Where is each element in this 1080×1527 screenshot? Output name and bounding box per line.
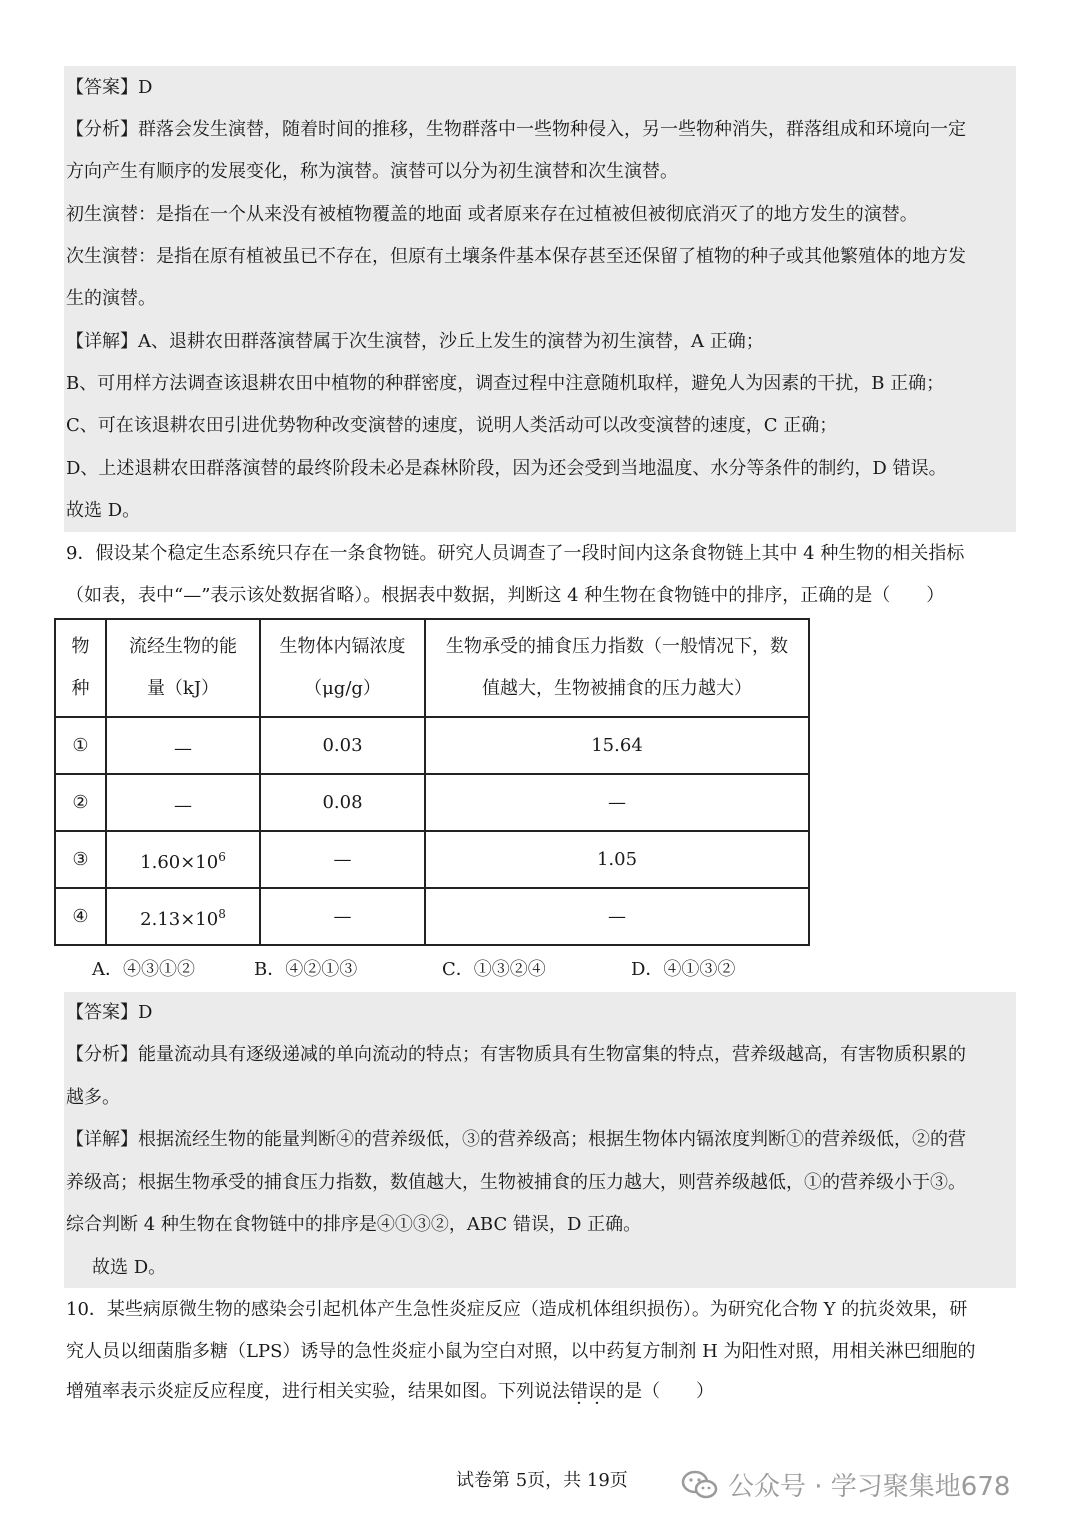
header-text: 流经生物的能 xyxy=(129,636,237,657)
table-row xyxy=(55,888,809,945)
cell-cadmium: 0.08 xyxy=(260,774,425,831)
header-text: 生物体内镉浓度 xyxy=(279,636,406,657)
energy-value: 1.60×10 xyxy=(140,851,219,873)
option-d: D．④①③② xyxy=(631,959,736,980)
species-data-table xyxy=(54,618,810,946)
analysis-text: 方向产生有顺序的发展变化，称为演替。演替可以分为初生演替和次生演替。 xyxy=(66,161,678,182)
detail-text: 养级高；根据生物承受的捕食压力指数，数值越大，生物被捕食的压力越大，则营养级越低，①的营养级小于③。 xyxy=(66,1172,966,1193)
cell-pressure: 15.64 xyxy=(425,717,809,774)
option-b-explanation: B、可用样方法调查该退耕农田中植物的种群密度，调查过程中注意随机取样，避免人为因素的干扰，B 正确； xyxy=(66,373,945,394)
header-text: 物 xyxy=(71,636,90,657)
page-footer: 试卷第 5页，共 19页 xyxy=(456,1470,628,1491)
header-species xyxy=(55,619,106,717)
choose-text: 故选 D。 xyxy=(66,500,141,521)
table-row xyxy=(55,717,809,774)
question-9-stem: （如表，表中“—”表示该处数据省略）。根据表中数据，判断这 4 种生物在食物链中的排序，正确的是（ ） xyxy=(66,585,945,606)
cell-energy xyxy=(106,888,260,945)
cell-cadmium: 0.03 xyxy=(260,717,425,774)
watermark-text: 公众号 · 学习聚集地678 xyxy=(728,1472,1011,1502)
cell-energy xyxy=(106,831,260,888)
cell-cadmium: — xyxy=(260,831,425,888)
option-c: C．①③②④ xyxy=(442,959,546,980)
analysis-text: 【分析】群落会发生演替，随着时间的推移，生物群落中一些物种侵入，另一些物种消失，群落组成和环境向一定 xyxy=(66,119,966,140)
detail-text: 【详解】A、退耕农田群落演替属于次生演替，沙丘上发生的演替为初生演替，A 正确； xyxy=(66,331,764,352)
header-text: 值越大，生物被捕食的压力越大） xyxy=(482,678,752,699)
header-text: 种 xyxy=(71,678,90,699)
header-cadmium xyxy=(260,619,425,717)
detail-text: 【详解】根据流经生物的能量判断④的营养级低，③的营养级高；根据生物体内镉浓度判断①的营养级低，②的营 xyxy=(66,1129,966,1150)
answer-label: 【答案】D xyxy=(66,1002,153,1023)
header-energy xyxy=(106,619,260,717)
energy-value: — xyxy=(174,795,192,816)
header-text: （μg/g） xyxy=(304,678,381,699)
cell-energy xyxy=(106,774,260,831)
analysis-text: 越多。 xyxy=(66,1087,120,1108)
wechat-icon xyxy=(680,1469,720,1501)
header-text: 量（kJ） xyxy=(146,678,220,699)
secondary-succession-text: 生的演替。 xyxy=(66,288,156,309)
cell-energy xyxy=(106,717,260,774)
choose-text: 故选 D。 xyxy=(92,1257,167,1278)
question-10-stem: 10．某些病原微生物的感染会引起机体产生急性炎症反应（造成机体组织损伤）。为研究化合物 Y 的抗炎效果，研 xyxy=(66,1299,968,1320)
cell-species: ① xyxy=(55,717,106,774)
cell-pressure: — xyxy=(425,774,809,831)
emphasis-char: 误 xyxy=(588,1381,606,1402)
detail-text: 综合判断 4 种生物在食物链中的排序是④①③②，ABC 错误，D 正确。 xyxy=(66,1214,642,1235)
header-text: 生物承受的捕食压力指数（一般情况下，数 xyxy=(446,636,788,657)
question-9-stem: 9．假设某个稳定生态系统只存在一条食物链。研究人员调查了一段时间内这条食物链上其中 4 种生物的相关指标 xyxy=(66,543,965,564)
question-10-stem: 究人员以细菌脂多糖（LPS）诱导的急性炎症小鼠为空白对照，以中药复方制剂 H 为阳性对照，用相关淋巴细胞的 xyxy=(66,1341,976,1362)
stem-text: 的是（ ） xyxy=(606,1381,714,1402)
energy-exponent: 8 xyxy=(218,906,226,921)
analysis-text: 【分析】能量流动具有逐级递减的单向流动的特点；有害物质具有生物富集的特点，营养级越高，有害物质积累的 xyxy=(66,1044,966,1065)
watermark xyxy=(680,1466,1010,1503)
header-pressure xyxy=(425,619,809,717)
cell-species: ③ xyxy=(55,831,106,888)
table-row xyxy=(55,831,809,888)
cell-pressure: 1.05 xyxy=(425,831,809,888)
energy-value: 2.13×10 xyxy=(140,908,219,930)
primary-succession-text: 初生演替：是指在一个从来没有被植物覆盖的地面 或者原来存在过植被但被彻底消灭了的地方发生的演替。 xyxy=(66,204,918,225)
option-c-explanation: C、可在该退耕农田引进优势物种改变演替的速度，说明人类活动可以改变演替的速度，C 正确； xyxy=(66,415,838,436)
option-b: B．④②①③ xyxy=(254,959,358,980)
energy-exponent: 6 xyxy=(218,849,226,864)
question-10-stem xyxy=(66,1380,714,1404)
cell-species: ② xyxy=(55,774,106,831)
answer-label: 【答案】D xyxy=(66,77,153,98)
option-d-explanation: D、上述退耕农田群落演替的最终阶段未必是森林阶段，因为还会受到当地温度、水分等条件的制约，D 错误。 xyxy=(66,458,947,479)
table-row xyxy=(55,774,809,831)
cell-pressure: — xyxy=(425,888,809,945)
emphasis-char: 错 xyxy=(570,1381,588,1402)
table-header-row xyxy=(55,619,809,717)
energy-value: — xyxy=(174,738,192,759)
stem-text: 增殖率表示炎症反应程度，进行相关实验，结果如图。下列说法 xyxy=(66,1381,570,1402)
cell-cadmium: — xyxy=(260,888,425,945)
secondary-succession-text: 次生演替：是指在原有植被虽已不存在，但原有土壤条件基本保存甚至还保留了植物的种子或其他繁殖体的地方发 xyxy=(66,246,966,267)
cell-species: ④ xyxy=(55,888,106,945)
option-a: A．④③①② xyxy=(92,959,195,980)
